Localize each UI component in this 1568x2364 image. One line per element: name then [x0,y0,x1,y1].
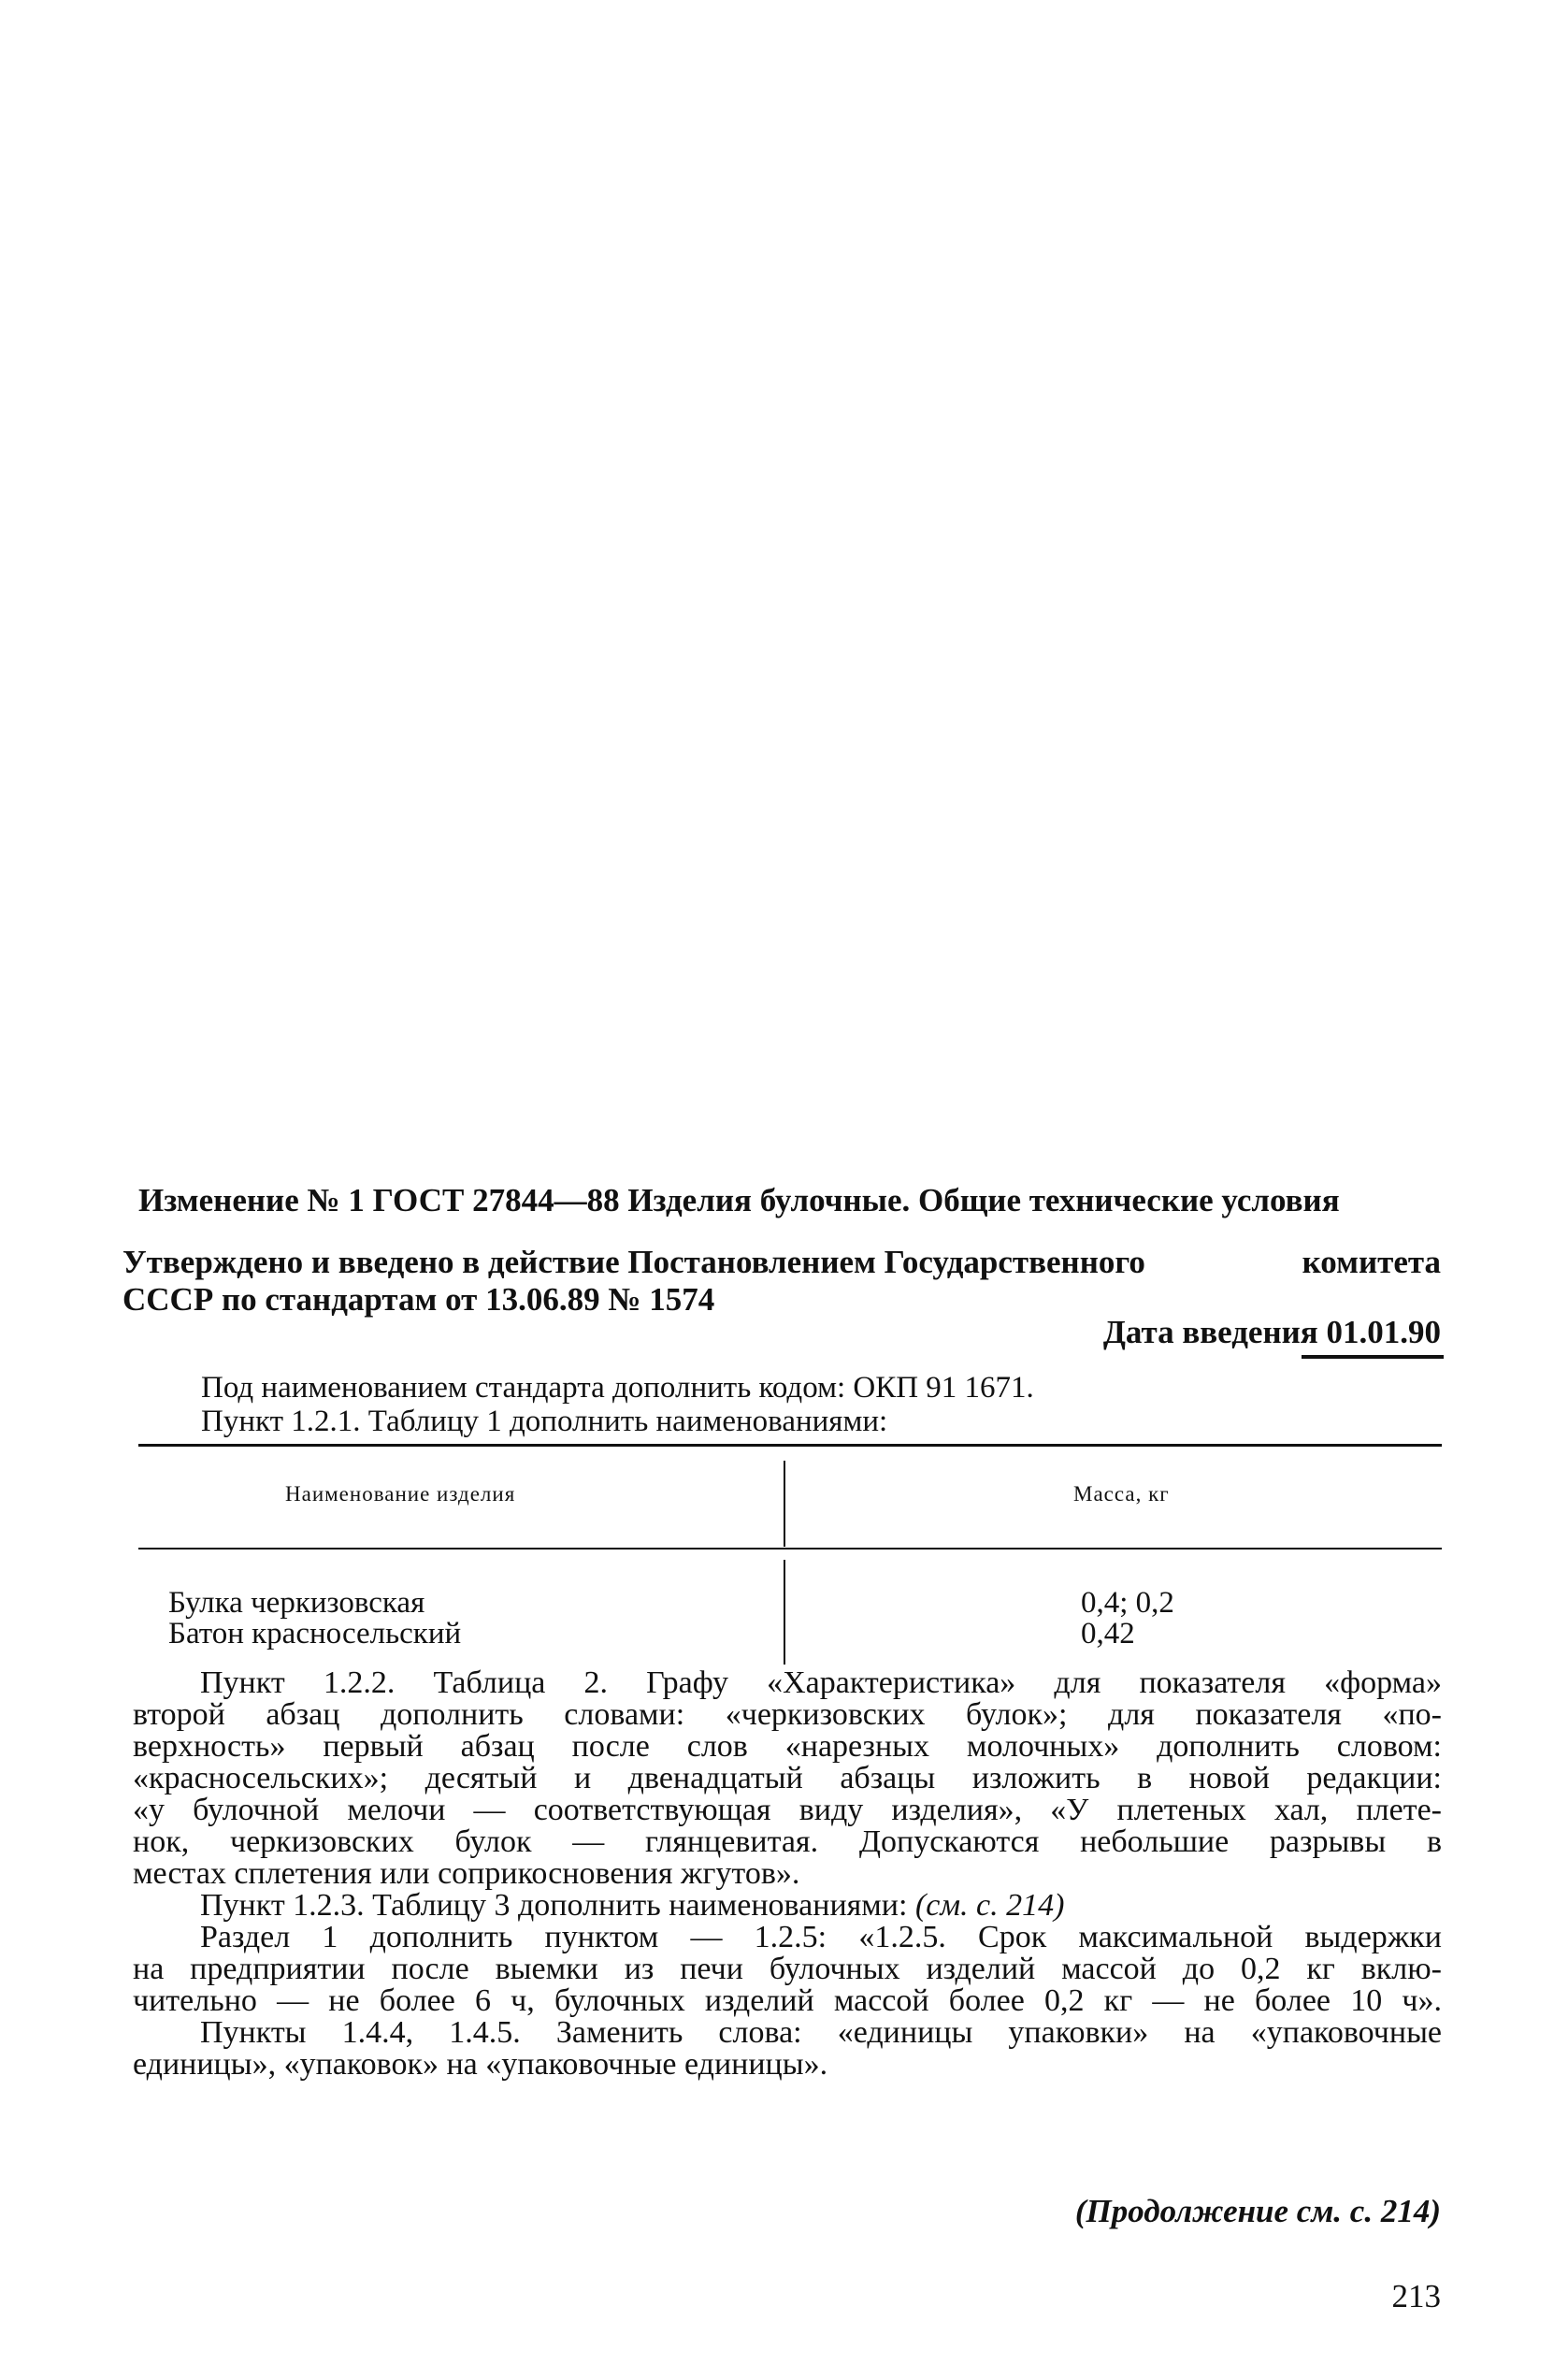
effective-date [1103,1314,1441,1351]
table-header-name: Наименование изделия [285,1482,516,1506]
date-underline [1302,1355,1444,1359]
effective-date-value: 01.01.90 [1326,1314,1441,1350]
body-line: единицы», «упаковок» на «упаковочные единицы». [133,2047,828,2082]
paragraph-okp-code: Под наименованием стандарта дополнить кодом: ОКП 91 1671. [201,1371,1034,1405]
body-line: Пункт 1.2.2. Таблица 2. Графу «Характеристика» для показателя «форма» [200,1665,1442,1700]
page-reference: (см. с. 214) [914,1888,1065,1923]
table-header-rule [138,1548,1442,1550]
table-header-separator [784,1461,785,1547]
body-line: на предприятии после выемки из печи булочных изделий массой до 0,2 кг вклю- [133,1952,1442,1986]
document-title: Изменение № 1 ГОСТ 27844—88 Изделия булочные. Общие технические условия [138,1182,1340,1218]
body-line: чительно — не более 6 ч, булочных изделий массой более 0,2 кг — не более 10 ч». [133,1983,1442,2018]
approval-line-2: СССР по стандартам от 13.06.89 № 1574 [122,1281,715,1318]
body-line: нок, черкизовских булок — глянцевитая. Допускаются небольшие разрывы в [133,1824,1442,1859]
table-cell-name-1: Булка черкизовская [168,1586,425,1620]
page-number: 213 [1391,2278,1441,2314]
approval-line-1-right: комитета [1302,1244,1441,1280]
table-cell-name-2: Батон красносельский [168,1617,462,1650]
continuation-note: (Продолжение см. с. 214) [1074,2193,1441,2229]
approval-statement [122,1244,1441,1319]
body-line: второй абзац дополнить словами: «черкизовских булок»; для показателя «по- [133,1697,1442,1732]
effective-date-label: Дата введения [1102,1314,1318,1350]
body-text [133,1667,1442,2081]
approval-line-1-left: Утверждено и введено в действие Постановлением Государственного [122,1244,1145,1280]
table-top-rule [138,1444,1442,1447]
paragraph-table-3 [133,1890,1442,1922]
body-line: Раздел 1 дополнить пунктом — 1.2.5: «1.2.5. Срок максимальной выдержки [200,1920,1442,1954]
table-header-mass: Масса, кг [1073,1482,1170,1506]
table-cell-mass-2: 0,42 [1081,1617,1135,1650]
body-line: Пункты 1.4.4, 1.4.5. Заменить слова: «единицы упаковки» на «упаковочные [200,2015,1442,2050]
body-line: «красносельских»; десятый и двенадцатый абзацы изложить в новой редакции: [133,1761,1442,1795]
table-body-separator [784,1560,785,1665]
body-line: местах сплетения или соприкосновения жгутов». [133,1856,800,1891]
body-line: «у булочной мелочи — соответствующая виду изделия», «У плетеных хал, плете- [133,1793,1442,1827]
paragraph-table-3-text: Пункт 1.2.3. Таблицу 3 дополнить наименованиями: [200,1888,915,1923]
body-line: верхность» первый абзац после слов «нарезных молочных» дополнить словом: [133,1729,1442,1764]
table-cell-mass-1: 0,4; 0,2 [1081,1586,1174,1620]
paragraph-table-1: Пункт 1.2.1. Таблицу 1 дополнить наименованиями: [201,1405,888,1438]
